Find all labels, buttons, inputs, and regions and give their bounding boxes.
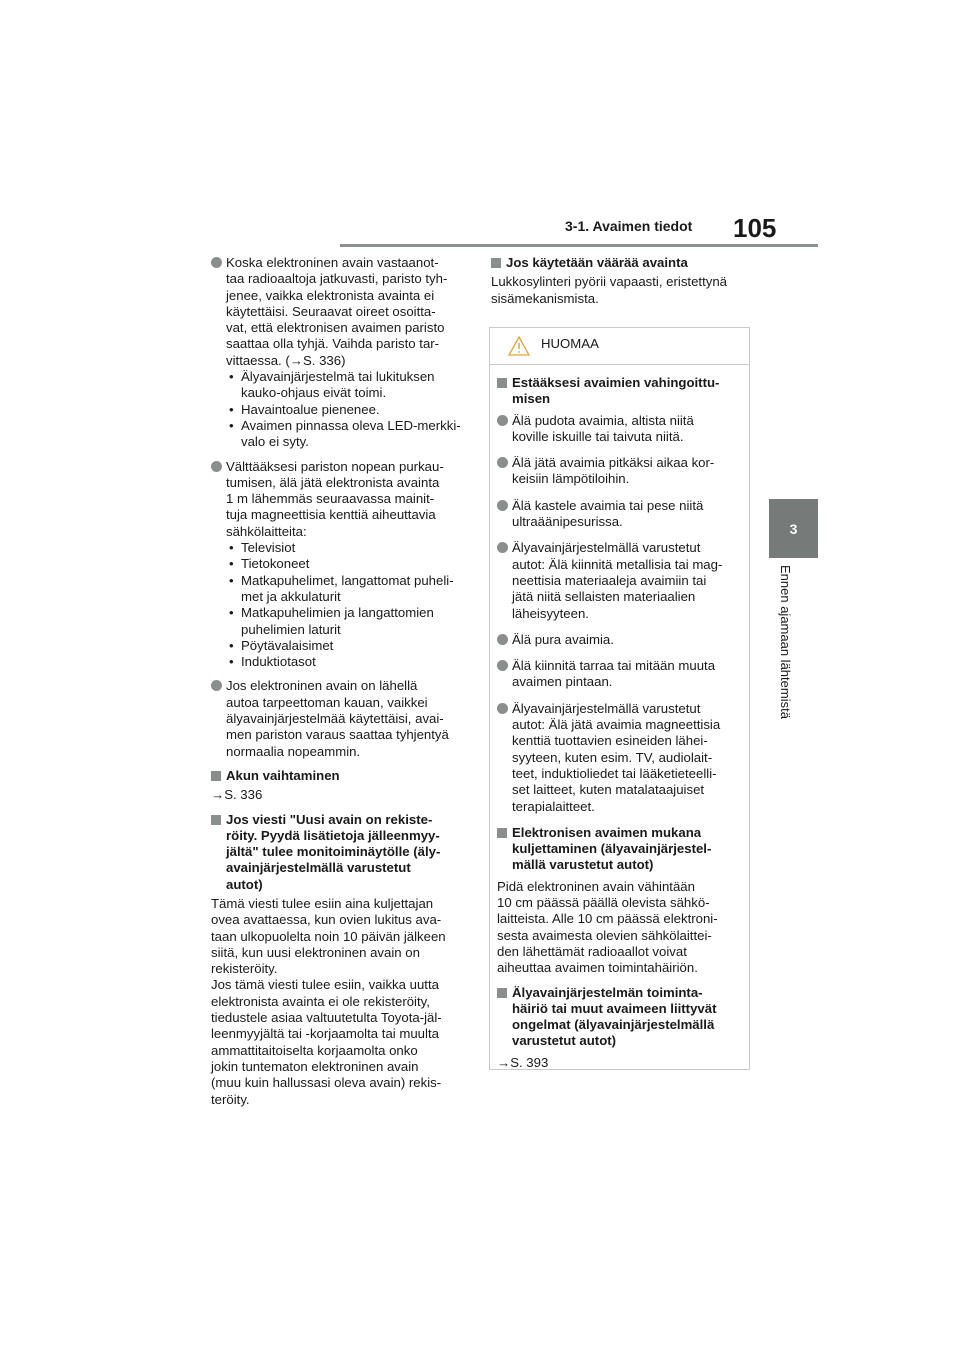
heading-text [226, 812, 471, 893]
new-key-message-body [211, 896, 471, 1108]
text-line: Älyavainjärjestelmällä varustetut [512, 700, 701, 716]
text-line: Koska elektroninen avain vastaanot- [226, 255, 439, 270]
text-line: siitä, kun uusi elektroninen avain on [211, 944, 420, 960]
text-line: jokin tuntematon elektroninen avain [211, 1058, 419, 1074]
sub-list-item [226, 638, 471, 654]
text-line: sähkölaitteita: [226, 523, 307, 539]
notice-bullet [497, 498, 742, 531]
notice-bullet [497, 658, 742, 691]
text-line: • Älyavainjärjestelmä tai lukituksen [241, 369, 435, 385]
sub-list-item [226, 654, 471, 670]
heading-prevent-damage [497, 375, 742, 408]
sub-list-item [226, 418, 471, 451]
bullet-text [226, 678, 471, 759]
text-line: käytettäisi. Seuraavat oireet osoitta- [226, 303, 436, 319]
bullet-text [512, 498, 742, 531]
text-line: avainjärjestelmällä varustetut [226, 860, 411, 876]
text-line: kuljettaminen (älyavainjärjestel- [512, 841, 712, 857]
text-line: tuja magneettisia kenttiä aiheuttavia [226, 507, 436, 523]
notice-title: HUOMAA [541, 336, 599, 351]
text-line: koville iskuille tai taivuta niitä. [512, 428, 684, 444]
right-column [491, 255, 751, 315]
notice-bullet [497, 540, 742, 621]
sub-list-item [226, 556, 471, 572]
bullet-text [512, 701, 742, 815]
text-line: häiriö tai muut avaimeen liittyvät [512, 1000, 717, 1016]
text-line: laitteista. Alle 10 cm päässä elektroni- [497, 911, 718, 927]
text-line: teröity. [211, 1091, 250, 1107]
text-line: läheisyyteen. [512, 605, 589, 621]
text-line: • Avaimen pinnassa oleva LED-merkki- [241, 417, 461, 433]
text-line: • Matkapuhelimien ja langattomien [241, 605, 434, 621]
bullet-near-car [211, 678, 471, 759]
text-line: ammattitaitoiselta korjaamolta onko [211, 1042, 418, 1058]
heading-text [512, 825, 742, 874]
bullet-dot [211, 680, 222, 691]
text-line: 1 m lähemmäs seuraavassa mainit- [226, 491, 435, 507]
device-list [226, 540, 471, 670]
text-line: • Matkapuhelimet, langattomat puheli- [241, 572, 454, 588]
text-line: syyteen, kuten esim. TV, audiolait- [512, 749, 713, 765]
heading-text: Akun vaihtaminen [226, 767, 340, 783]
square-marker [497, 378, 507, 388]
notice-bullet [497, 632, 742, 648]
chapter-tab: 3 [769, 499, 818, 558]
text-line: Tämä viesti tulee esiin aina kuljettajan [211, 895, 434, 911]
text-line: kenttiä tuottavien esineiden lähei- [512, 733, 708, 749]
bullet-magnetic-fields [211, 459, 471, 671]
warning-triangle-icon [508, 336, 530, 356]
text-line: Älyavainjärjestelmällä varustetut [512, 540, 701, 556]
wrong-key-body [491, 274, 751, 307]
symptom-list [226, 369, 471, 450]
text-line: saattaa olla tyhjä. Vaihda paristo tar- [226, 336, 440, 352]
section-title: 3-1. Avaimen tiedot [565, 218, 693, 234]
text-line: neettisia materiaaleja avaimiin tai [512, 572, 707, 588]
text-line: den lähettämät radioaallot voivat [497, 943, 687, 959]
text-line: puhelimien laturit [241, 621, 341, 637]
heading-battery-replacement [211, 768, 471, 784]
text-line: vat, että elektronisen avaimen paristo [226, 320, 445, 336]
text-line: met ja akkulaturit [241, 588, 341, 604]
text-line: aiheuttaa avaimen toimintahäiriön. [497, 960, 698, 976]
sub-list-item [226, 402, 471, 418]
notice-bullet [497, 455, 742, 488]
bullet-text [226, 459, 471, 540]
text-line: normaalia nopeammin. [226, 743, 361, 759]
bullet-dot [211, 461, 222, 472]
text-line: jenee, vaikka elektronista avainta ei [226, 287, 435, 303]
bullet-dot [497, 415, 508, 426]
text-line: Älä jätä avaimia pitkäksi aikaa kor- [512, 455, 715, 471]
text-line: teet, induktioliedet tai lääketieteelli- [512, 765, 717, 781]
text-line: men pariston varaus saattaa tyhjentyä [226, 727, 449, 743]
text-line: terapialaitteet. [512, 798, 595, 814]
bullet-text [226, 255, 471, 369]
square-marker [211, 771, 221, 781]
text-line: ovea avattaessa, kun ovien lukitus ava- [211, 912, 442, 928]
text-line: Jos elektroninen avain on lähellä [226, 678, 418, 694]
text-line: kauko-ohjaus eivät toimi. [241, 385, 387, 401]
text-line: varustetut autot) [512, 1033, 617, 1049]
text-line: älyavainjärjestelmää käytettäisi, avai- [226, 711, 444, 727]
text-line: elektronista avainta ei ole rekisteröity, [211, 993, 430, 1009]
page-number: 105 [733, 213, 777, 243]
bullet-dot [497, 457, 508, 468]
square-marker [497, 988, 507, 998]
heading-malfunction [497, 985, 742, 1050]
text-line: Älä pura avaimia. [512, 631, 614, 647]
text-line: 10 cm päässä päällä olevista sähkö- [497, 895, 710, 911]
bullet-dot [497, 660, 508, 671]
heading-text: Jos käytetään väärää avainta [506, 255, 688, 270]
square-marker [491, 258, 501, 268]
text-line: autot: Älä kiinnitä metallisia tai mag- [512, 556, 723, 572]
text-line: röity. Pyydä lisätietoja jälleenmyy- [226, 827, 440, 843]
bullet-text [512, 540, 742, 621]
text-line: autot) [226, 876, 263, 892]
text-line: leenmyyjältä tai -korjaamolta tai muulta [211, 1026, 439, 1042]
carrying-key-body [497, 879, 742, 977]
text-line: • Havaintoalue pienenee. [241, 401, 380, 417]
heading-carrying-key [497, 825, 742, 874]
text-line: misen [512, 391, 551, 407]
text-line: tumisen, älä jätä elektronista avainta [226, 474, 440, 490]
page-reference-link[interactable]: →S. 336 [211, 787, 263, 803]
text-line: sesta avaimesta olevien sähkölaittei- [497, 927, 712, 943]
bullet-text [512, 658, 742, 691]
text-line: jältä" tulee monitoiminäytölle (äly- [226, 844, 441, 860]
text-line: Älä pudota avaimia, altista niitä [512, 412, 694, 428]
notice-bullets [497, 413, 742, 815]
heading-text [512, 985, 742, 1050]
text-line: • Televisiot [241, 540, 296, 556]
bullet-text [512, 413, 742, 446]
text-line: set laitteet, kuten matalataajuiset [512, 782, 705, 798]
bullet-dot [497, 703, 508, 714]
text-line: taan ulkopuolelta noin 10 päivän jälkeen [211, 928, 446, 944]
sub-list-item [226, 369, 471, 402]
text-line: • Tietokoneet [241, 556, 310, 572]
notice-bullet [497, 701, 742, 815]
bullet-dot [497, 542, 508, 553]
text-line: taa radioaaltoja jatkuvasti, paristo tyh- [226, 271, 448, 287]
text-line: ongelmat (älyavainjärjestelmällä [512, 1017, 715, 1033]
sub-list-item [226, 605, 471, 638]
text-line: ultraäänipesurissa. [512, 514, 623, 530]
square-marker [497, 828, 507, 838]
text-line: Välttääksesi pariston nopean purkau- [226, 458, 444, 474]
page-reference-link[interactable]: →S. 393 [497, 1054, 549, 1070]
notice-body [490, 365, 749, 1071]
bullet-text [512, 632, 742, 648]
bullet-text [512, 455, 742, 488]
text-line: mällä varustetut autot) [512, 857, 654, 873]
text-line: Estääksesi avaimien vahingoittu- [512, 375, 720, 390]
bullet-dot [497, 634, 508, 645]
notice-header [490, 328, 749, 365]
text-line: Pidä elektroninen avain vähintään [497, 878, 695, 894]
text-line: (muu kuin hallussasi oleva avain) rekis- [211, 1075, 442, 1091]
text-line: jätä niitä sellaisten materiaalien [512, 589, 696, 605]
text-line: rekisteröity. [211, 961, 278, 977]
notice-bullet [497, 413, 742, 446]
heading-new-key-message [211, 812, 471, 893]
text-line: valo ei syty. [241, 434, 309, 450]
text-line: Jos viesti "Uusi avain on rekiste- [226, 811, 433, 827]
text-line: autot: Älä jätä avaimia magneettisia [512, 717, 721, 733]
text-line: • Pöytävalaisimet [241, 637, 334, 653]
header-rule [340, 244, 818, 247]
left-column [211, 255, 471, 1116]
chapter-label: Ennen ajamaan lähtemistä [778, 565, 793, 719]
text-line: avaimen pintaan. [512, 674, 613, 690]
sub-list-item [226, 573, 471, 606]
text-line: Lukkosylinteri pyörii vapaasti, eristettynä [491, 274, 728, 290]
text-line: autoa tarpeettoman kauan, vaikkei [226, 694, 428, 710]
text-line: • Induktiotasot [241, 654, 316, 670]
heading-text [512, 375, 742, 408]
text-line: sisämekanismista. [491, 290, 599, 306]
text-line: tiedustele asiaa valtuutetulta Toyota-jäl- [211, 1010, 442, 1026]
text-line: Älä kastele avaimia tai pese niitä [512, 497, 704, 513]
sub-list-item [226, 540, 471, 556]
square-marker [211, 815, 221, 825]
heading-wrong-key [491, 255, 751, 271]
bullet-dot [211, 257, 222, 268]
text-line: Älä kiinnitä tarraa tai mitään muuta [512, 658, 716, 674]
bullet-dot [497, 500, 508, 511]
text-line: vittaessa. (→S. 336) [226, 352, 346, 368]
bullet-battery-drain [211, 255, 471, 451]
text-line: keisiin lämpötiloihin. [512, 471, 630, 487]
text-line: Jos tämä viesti tulee esiin, vaikka uutta [211, 977, 439, 993]
text-line: Elektronisen avaimen mukana [512, 824, 702, 840]
notice-box [489, 327, 750, 1070]
text-line: Älyavainjärjestelmän toiminta- [512, 984, 703, 1000]
